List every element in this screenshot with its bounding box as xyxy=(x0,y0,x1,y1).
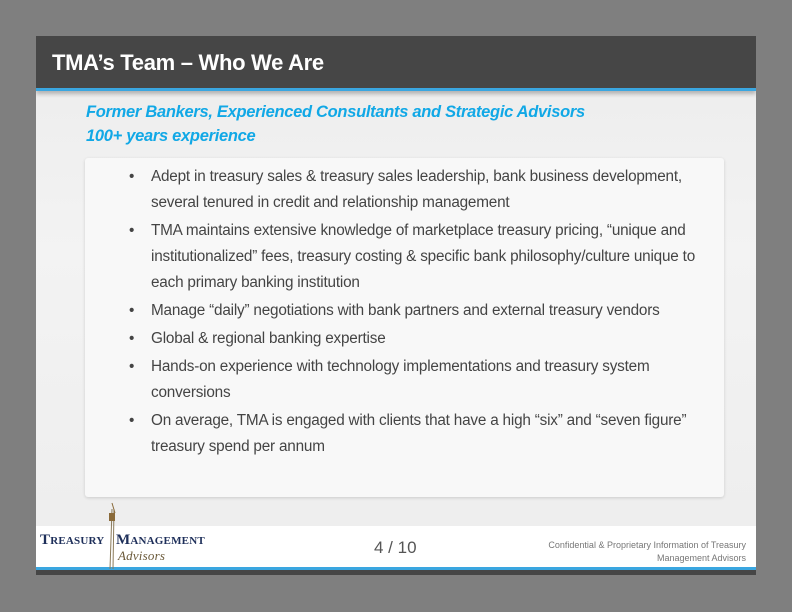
logo-word-management: Management xyxy=(116,532,205,548)
slide-title: TMA’s Team – Who We Are xyxy=(52,50,324,75)
bottom-bar xyxy=(36,570,756,575)
content-box xyxy=(85,158,724,497)
bullet-item: • Manage “daily” negotiations with bank partners and external treasury vendors xyxy=(151,298,704,324)
company-logo xyxy=(40,501,220,569)
bullet-list xyxy=(85,158,724,460)
bullet-item: • Hands-on experience with technology implementations and treasury system conversions xyxy=(151,354,704,406)
subtitle-line-1: Former Bankers, Experienced Consultants and Strategic Advisors xyxy=(86,103,585,121)
bullet-item: • Adept in treasury sales & treasury sales leadership, bank business development, several tenured in credit and relationship management xyxy=(151,164,704,216)
bullet-item: • Global & regional banking expertise xyxy=(151,326,704,352)
page-indicator: 4 / 10 xyxy=(374,538,417,557)
bullet-item: • TMA maintains extensive knowledge of marketplace treasury pricing, “unique and institutionalized” fees, treasury costing & specific bank philosophy/culture unique to each primary banking institution xyxy=(151,218,704,296)
slide-footer xyxy=(36,526,756,570)
slide xyxy=(36,36,756,575)
confidential-notice: Confidential & Proprietary Information of Treasury Management Advisors xyxy=(548,540,746,563)
slide-header xyxy=(36,36,756,91)
bullet-item: • On average, TMA is engaged with clients that have a high “six” and “seven figure” treasury spend per annum xyxy=(151,408,704,460)
logo-word-treasury: Treasury xyxy=(40,532,105,548)
subtitle-line-2: 100+ years experience xyxy=(86,127,256,145)
logo-word-advisors: Advisors xyxy=(118,548,166,563)
